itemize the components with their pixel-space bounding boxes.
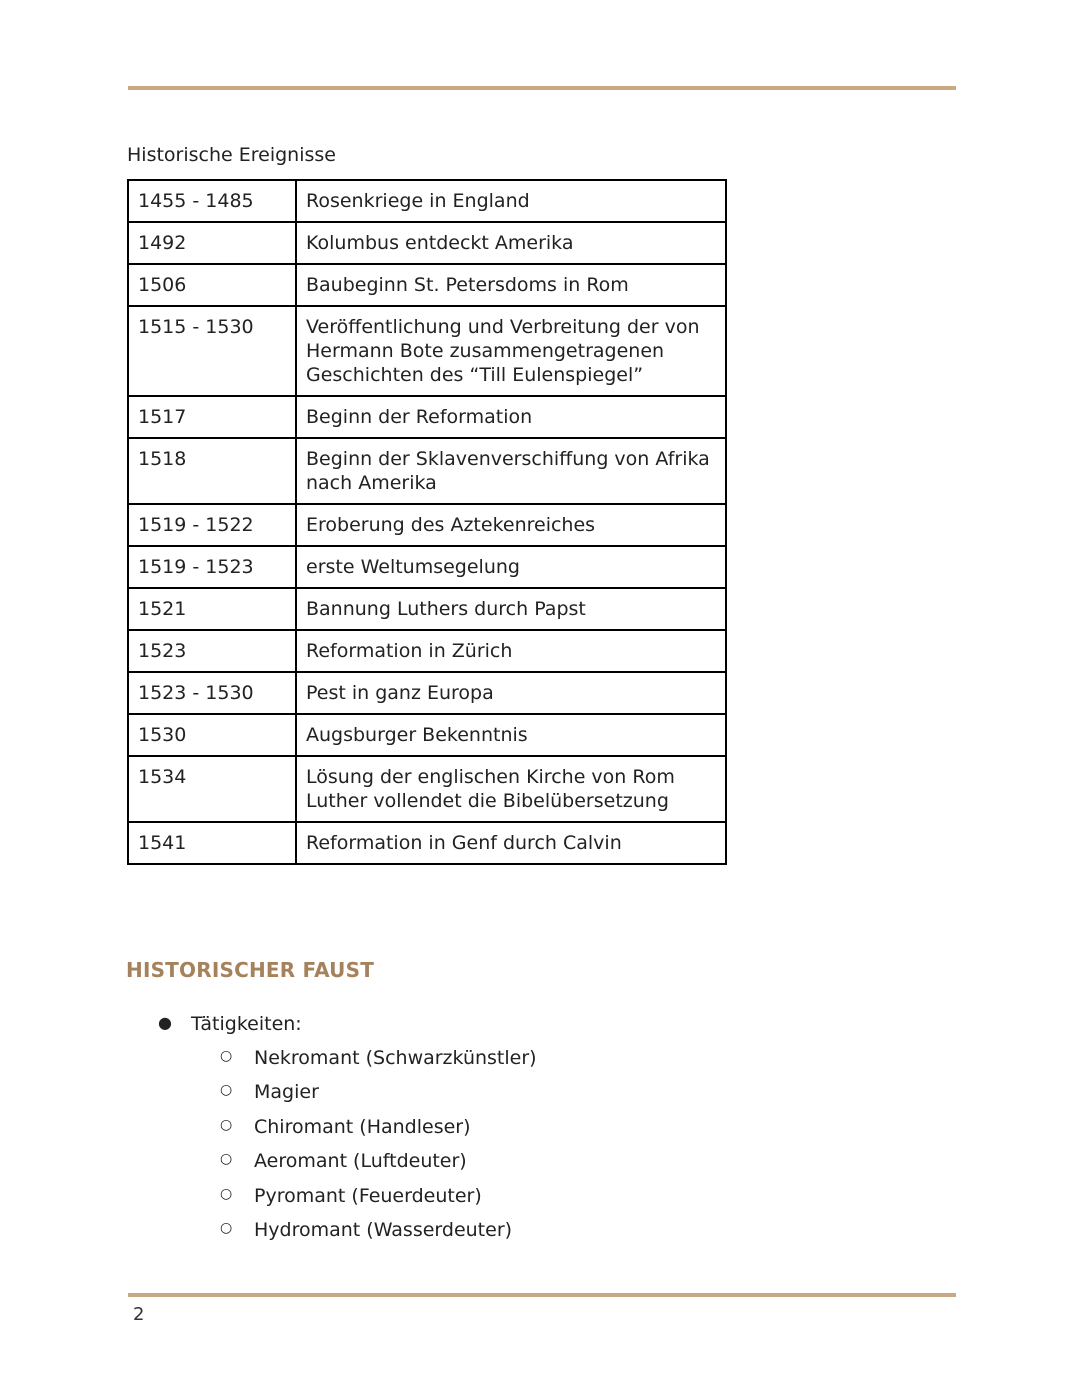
table-row bbox=[128, 180, 726, 222]
table-row bbox=[128, 714, 726, 756]
activity-label: Chiromant (Handleser) bbox=[254, 1115, 471, 1138]
section-label: Historische Ereignisse bbox=[127, 144, 336, 166]
bullet-label: Tätigkeiten: bbox=[191, 1013, 302, 1035]
events-table bbox=[127, 179, 727, 865]
year-cell: 1523 - 1530 bbox=[128, 672, 296, 714]
year-cell: 1506 bbox=[128, 264, 296, 306]
year-cell: 1534 bbox=[128, 756, 296, 822]
event-cell: Veröffentlichung und Verbreitung der von Hermann Bote zusammengetragenen Geschichten des “Till Eulenspiegel” bbox=[296, 306, 726, 396]
table-row bbox=[128, 822, 726, 864]
table-row bbox=[128, 588, 726, 630]
bullet-dot-icon: ● bbox=[158, 1013, 172, 1032]
table-row bbox=[128, 504, 726, 546]
event-cell: erste Weltumsegelung bbox=[296, 546, 726, 588]
event-cell: Augsburger Bekenntnis bbox=[296, 714, 726, 756]
event-cell: Beginn der Sklavenverschiffung von Afrika nach Amerika bbox=[296, 438, 726, 504]
year-cell: 1517 bbox=[128, 396, 296, 438]
event-cell: Eroberung des Aztekenreiches bbox=[296, 504, 726, 546]
activity-label: Pyromant (Feuerdeuter) bbox=[254, 1184, 482, 1207]
table-row bbox=[128, 396, 726, 438]
circle-bullet-icon: ○ bbox=[220, 1185, 233, 1202]
page-number: 2 bbox=[133, 1304, 145, 1325]
circle-bullet-icon: ○ bbox=[220, 1048, 233, 1064]
table-row bbox=[128, 756, 726, 822]
event-cell: Rosenkriege in England bbox=[296, 180, 726, 222]
activity-label: Magier bbox=[254, 1081, 319, 1104]
circle-bullet-icon: ○ bbox=[220, 1116, 233, 1133]
event-cell: Lösung der englischen Kirche von Rom Luther vollendet die Bibelübersetzung bbox=[296, 756, 726, 822]
year-cell: 1455 - 1485 bbox=[128, 180, 296, 222]
year-cell: 1530 bbox=[128, 714, 296, 756]
year-cell: 1519 - 1522 bbox=[128, 504, 296, 546]
activity-label: Aeromant (Luftdeuter) bbox=[254, 1150, 467, 1173]
year-cell: 1492 bbox=[128, 222, 296, 264]
table-row bbox=[128, 546, 726, 588]
circle-bullet-icon: ○ bbox=[220, 1082, 233, 1099]
table-row bbox=[128, 672, 726, 714]
event-cell: Baubeginn St. Petersdoms in Rom bbox=[296, 264, 726, 306]
table-row bbox=[128, 630, 726, 672]
activity-label: Nekromant (Schwarzkünstler) bbox=[254, 1047, 537, 1069]
event-cell: Reformation in Genf durch Calvin bbox=[296, 822, 726, 864]
year-cell: 1518 bbox=[128, 438, 296, 504]
bottom-divider bbox=[128, 1293, 956, 1297]
section-heading: HISTORISCHER FAUST bbox=[126, 958, 375, 982]
year-cell: 1541 bbox=[128, 822, 296, 864]
event-cell: Reformation in Zürich bbox=[296, 630, 726, 672]
table-row bbox=[128, 222, 726, 264]
event-cell: Kolumbus entdeckt Amerika bbox=[296, 222, 726, 264]
circle-bullet-icon: ○ bbox=[220, 1219, 233, 1236]
event-cell: Bannung Luthers durch Papst bbox=[296, 588, 726, 630]
year-cell: 1519 - 1523 bbox=[128, 546, 296, 588]
table-row bbox=[128, 306, 726, 396]
table-row bbox=[128, 438, 726, 504]
year-cell: 1515 - 1530 bbox=[128, 306, 296, 396]
table-row bbox=[128, 264, 726, 306]
event-cell: Beginn der Reformation bbox=[296, 396, 726, 438]
year-cell: 1521 bbox=[128, 588, 296, 630]
top-divider bbox=[128, 86, 956, 90]
circle-bullet-icon: ○ bbox=[220, 1151, 233, 1168]
event-cell: Pest in ganz Europa bbox=[296, 672, 726, 714]
activity-label: Hydromant (Wasserdeuter) bbox=[254, 1218, 513, 1241]
year-cell: 1523 bbox=[128, 630, 296, 672]
